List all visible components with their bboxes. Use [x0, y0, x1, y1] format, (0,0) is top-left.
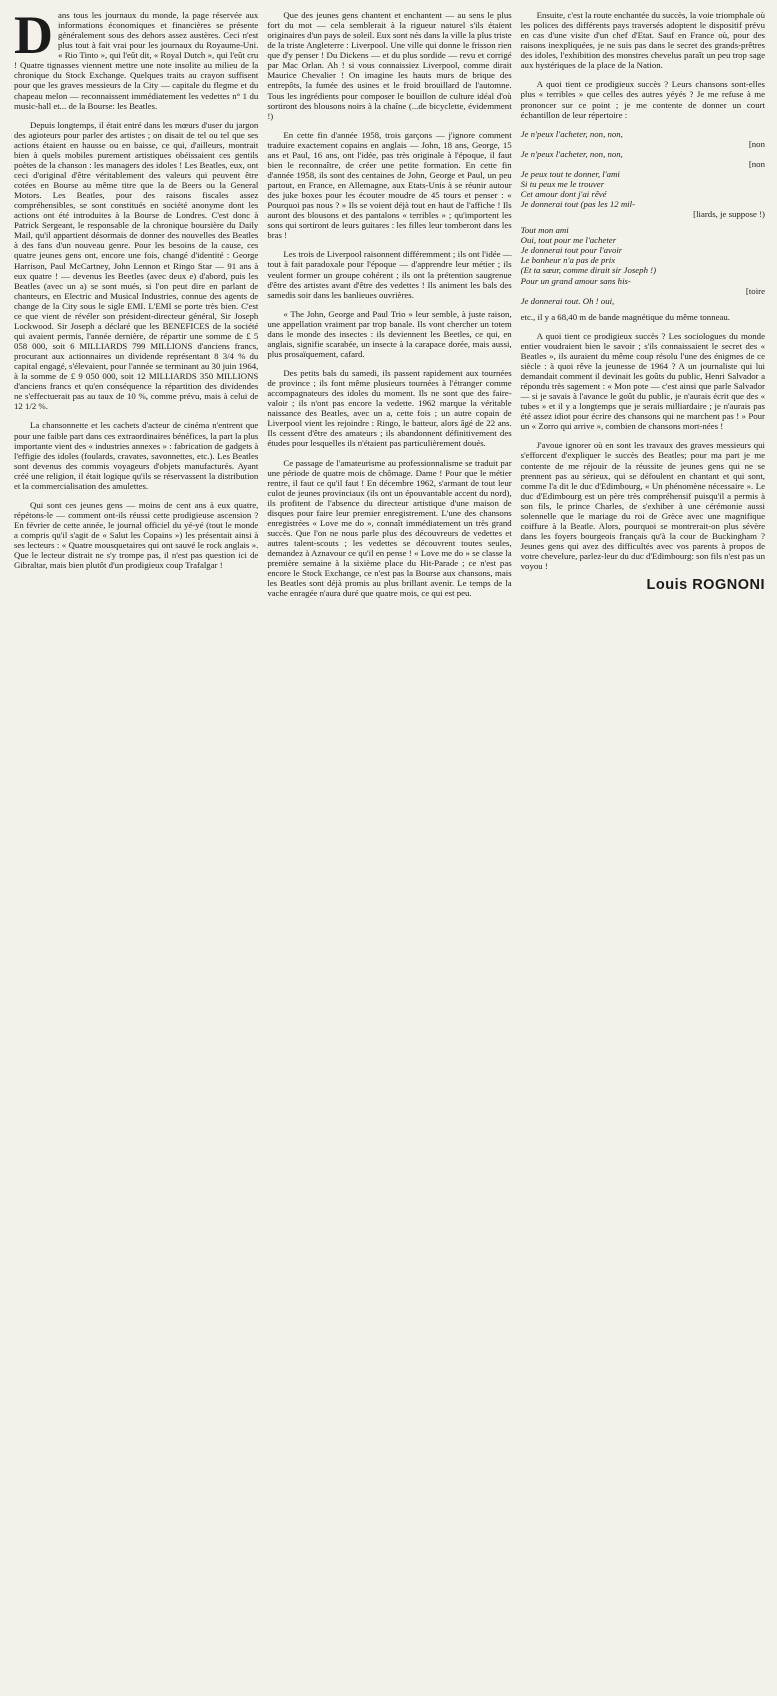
lyric-line: Je donnerai tout pour l'avoir: [520, 245, 623, 256]
lyric-line: Tout mon ami: [520, 225, 569, 236]
lyric-continuation: [toire: [745, 285, 765, 296]
article-paragraph: [14, 5, 259, 111]
song-lyrics: [521, 225, 765, 306]
article-paragraph: J'avoue ignorer où en sont les travaux des graves messieurs qui s'efforcent d'expliquer le succès des Beatles; pour ma part je me contente de me réjouir de la réussite de jeunes gens qui ne se prennent pas au sérieux, qui se défoulent en chantant et qui sont, comme l'a dit le duc d'Edimbourg, « Un phénomène nécessaire ». Le duc d'Edimbourg est un père très compréhensif puisqu'il a permis à son fils, le prince Charles, de s'exhiber à une cérémonie aussi solennelle que le mariage du roi de Grèce avec une magnifique coiffure à la Beatle. Alors, pourquoi se montrerait-on plus sévère dans les foyers bourgeois français qu'à la cour de Buckingham ? Jeunes gens qui avez des difficultés avec vos parents à propos de votre chevelure, parlez-leur du duc d'Edimbourg: son fils n'est pas un voyou !: [520, 440, 765, 572]
article-paragraph: La chansonnette et les cachets d'acteur de cinéma n'entrent que pour une faible part dans ces extraordinaires bénéfices, la part la plus importante vient des « industries annexes » : fabrication de gadgets à l'effigie des idoles (foulards, cravates, savonnettes, etc.). Les Beatles sont devenus des commis voyageurs d'objets manufacturés. Ayant créé une religion, il était logique qu'ils se réservassent la distribution et la commercialisation des amulettes.: [14, 420, 259, 491]
article-paragraph: En cette fin d'année 1958, trois garçons — j'ignore comment traduire exactement copains en anglais — John, 18 ans, George, 15 ans et Paul, 16 ans, ont l'idée, pas très originale à l'époque, il faut bien le reconnaître, de créer une petite formation. En cette fin d'année 1958, ils sont des centaines de John, George et Paul, un peu partout, en France, en Allemagne, aux Etats-Unis à se réunir autour des juke boxes pour les écouter moudre de 45 tours et penser : « Pourquoi pas nous ? » Ils se voient déjà tout en haut de l'affiche ! Ils auront des blousons et des pantalons « terribles » ; qu'importent les sons qui sortiront de leurs guitares : les filles leur tomberont dans les bras !: [267, 129, 512, 241]
lyric-line: Je n'peux l'acheter, non, non,: [520, 128, 623, 139]
lyric-line: Je n'peux l'acheter, non, non,: [520, 148, 623, 159]
article-paragraph: « The John, George and Paul Trio » leur semble, à juste raison, une appellation vraiment par trop banale. Ils vont chercher un totem dans le monde des insectes : ils deviennent les Beetles, ce qui, en anglais, signifie scarabée, un insecte à la carapace dorée, mais aussi, plus prosaïquement, cafard.: [267, 308, 512, 359]
lyric-line: Cet amour dont j'ai rêvé: [520, 189, 607, 199]
lyric-line: Je peux tout te donner, l'ami: [520, 168, 620, 179]
article-paragraph: A quoi tient ce prodigieux succès ? Leurs chansons sont-elles plus « terribles » que celles des autres yéyés ? Je me refuse à me prononcer sur ce point ; je me contente de donner un court échantillon de leur répertoire :: [520, 79, 765, 120]
article-paragraph: Ce passage de l'amateurisme au professionnalisme se traduit par une période de quatre mois de chômage. Dame ! Pour que le métier rentre, il faut ce qu'il faut ! En décembre 1962, s'armant de tout leur culot de jeunes provinciaux (ils ont un épouvantable accent du nord), ils profitent de l'absence du directeur artistique d'une maison de disques pour faire leur premier enregistrement. L'une des chansons enregistrées « Love me do », connaît immédiatement un très grand succès. Que l'on ne nous parle plus des découvreurs de vedettes et autres talent-scouts ; les vedettes se découvrent toutes seules, demandez à Aznavour ce qu'il en pense ! « Love me do » se classe la première semaine à la sixième place du Hit-Parade ; ce n'est pas encore le Stock Exchange, ce n'est pas la Bourse aux chansons, mais les Beatles sont déjà promis au plus brillant avenir. Le temps de la vache enragée n'aura duré que quatre mois, ce qui est peu.: [267, 457, 512, 599]
article-paragraph: Des petits bals du samedi, ils passent rapidement aux tournées de province ; ils font même plusieurs tournées à l'étranger comme accompagnateurs des idoles du moment. Ils ne sont que des faire-valoir ; ils n'ont pas encore la vedette. 1962 marque la véritable naissance des Beatles, avec un a, cette fois ; un autre copain de Liverpool vient les rejoindre : Ringo, le batteur, alors âgé de 22 ans. Ils cessent d'être des amateurs ; ils abandonnent définitivement des études pour lesquelles ils n'étaient pas particulièrement doués.: [267, 368, 512, 449]
lead-text: ans tous les journaux du monde, la page réservée aux informations économiques et financières se présente généralement sous des dehors assez austères. Ceci n'est plus tout à fait vrai pour les journaux du Royaume-Uni. « Rio Tinto », qui l'eût dit, « Royal Dutch », qui l'eût cru ! Quatre tignasses viennent mettre une note insolite au milieu de la chronique du Stock Exchange. Quelques traits au crayon suffisent pour que les graves messieurs de la City — capitale du flegme et du chapeau melon — reconnaissent immédiatement les vedettes n° 1 du music-hall et... de la Bourse: les Beatles.: [14, 10, 259, 111]
article-paragraph: Qui sont ces jeunes gens — moins de cent ans à eux quatre, répétons-le — comment ont-ils réussi cette prodigieuse ascension ? En février de cette année, le journal officiel du yé-yé (tout le monde a compris qu'il s'agit de « Salut les Copains ») les présentait ainsi à ses lecteurs : « Quatre mousquetaires qui ont sauvé le rock anglais ». Que le lecteur distrait ne s'y trompe pas, il n'est pas question ici de Gibraltar, mais bien plutôt d'un prodigieux coup Trafalgar !: [14, 499, 259, 571]
article-paragraph: Ensuite, c'est la route enchantée du succès, la voie triomphale où les polices des différents pays traversés adoptent le dispositif prévu en cas d'une visite d'un chef d'Etat. Sauf en France où, pour des raisons inexpliquées, je ne suis pas dans le secret des grands-prêtres des idoles, l'exhibition des monstres chevelus paraît un peu trop sage aux hystériques de la place de la Nation.: [520, 10, 765, 71]
lyric-continuation: [non: [748, 138, 765, 149]
article-paragraph: A quoi tient ce prodigieux succès ? Les sociologues du monde entier voudraient bien le savoir ; s'ils connaissaient le secret des « Beatles », ils auraient du même coup résolu l'une des énigmes de ce siècle : à quoi rêve la jeunesse de 1964 ? A un journaliste qui lui demandait comment il devinait les goûts du public, Henri Salvador a répondu très sagement : « Mon pote — c'est ainsi que parle Salvador — si je savais à l'avance le goût du public, je n'aurais écrit que des « tubes » et il y a longtemps que je serais milliardaire ; je n'aurais pas été assez idiot pour écrire des chansons qui ne marchent pas ! » Pour un « Zorro qui arrive », combien de chansons mort-nées !: [520, 330, 765, 432]
lyric-line: Je donnerai tout. Oh ! oui,: [520, 295, 615, 306]
lyric-line: Le bonheur n'a pas de prix: [520, 255, 616, 266]
lyric-line: Pour un grand amour sans his-: [520, 275, 631, 286]
lyric-line: Je donnerai tout (pas les 12 mil-: [520, 199, 635, 210]
column-3: [521, 10, 765, 1696]
article-columns: [14, 5, 765, 1696]
author-signature: Louis ROGNONI: [646, 577, 765, 594]
lyric-line: (Et ta sœur, comme dirait sir Joseph !): [520, 265, 657, 276]
article-paragraph: Depuis longtemps, il était entré dans les mœurs d'user du jargon des agioteurs pour parler des artistes ; on disait de tel ou tel que ses actions étaient en hausse ou en baisse, ce qui, d'ailleurs, montrait bien à quels mobiles purement artistiques obéissaient ces gentils poètes de la chanson : les managers des idoles ! Les Beatles, eux, ont ceci d'original d'être véritablement des valeurs qui peuvent être cotées en Bourse au même titre que la de Beers ou la General Motors. Les Beatles, pour des raisons fiscales assez compréhensibles, se sont constitués en société anonyme dont les actions ont été introduites à la Bourse de Londres. C'est donc à Patrick Sergeant, le responsable de la chronique boursière du Daily Mail, qu'il appartient désormais de donner des nouvelles des Beatles à des fans d'un nouveau genre. Pour les besoins de la cause, ces quatre jeunes gens ont, encore une fois, changé d'identité : George Harrison, Paul McCartney, John Lennon et Ringo Star — 91 ans à eux quatre ! — devenus les Beetles (avec deux e) d'abord, puis les Beatles (avec un a) se sont mués, si l'on peut dire en parlant de chanteurs, en Electric and Musical Industries, connue des agents de change de la City sous le sigle EMI. L'EMI se porte très bien. C'est ce que vient de révéler son président-directeur général, Sir Joseph Lockwood. Sir Joseph a déclaré que les BENEFICES de la société qui avaient permis, l'année dernière, de répartir une somme de £ 5 058 000, soit 6 MILLIARDS 799 MILLIONS d'anciens francs, procurant aux actionnaires un dividende représentant 8 3/4 % du capital engagé, s'élevaient, pour l'année se terminant au 30 juin 1964, à la somme de £ 9 050 000, soit 12 MILLIARDS 350 MILLIONS d'anciens francs et qu'en conséquence la répartition des dividendes ne s'effectuerait pas au taux de 10 %, comme prévu, mais à celui de 12 1/2 %.: [14, 119, 259, 412]
lyric-line: Oui, tout pour me l'acheter: [520, 235, 617, 246]
column-1: [14, 5, 259, 1696]
article-paragraph: Que des jeunes gens chantent et enchantent — au sens le plus fort du mot — cela semblerait à la rigueur naturel s'ils étaient originaires d'un pays de soleil. Eux sont nés dans la ville la plus triste de la triste Angleterre : Liverpool. Une ville qui donne le frisson rien que d'y penser ! Du Dickens — et du plus sordide — revu et corrigé par Mac Orlan. Ah ! si vous connaissiez Liverpool, comme dirait Maurice Chevalier ! On imagine les hauts murs de brique des entrepôts, la fumée des usines et le froid brouillard de l'automne. Tous les ingrédients pour composer le bouillon de culture idéal d'où sortiront des blousons noirs à la chaîne (...de bicyclette, évidemment !): [267, 10, 512, 121]
lyric-continuation: [non: [748, 158, 765, 169]
article-paragraph: etc., il y a 68,40 m de bande magnétique du même tonneau.: [520, 311, 731, 322]
lyric-continuation: [liards, je suppose !): [693, 209, 765, 220]
column-2: [267, 10, 511, 1696]
article-paragraph: Les trois de Liverpool raisonnent différemment ; ils ont l'idée — tout à fait paradoxale pour l'époque — d'apprendre leur métier ; ils veulent former un groupe cohérent ; ils ont la prétention saugrenue d'être des artistes avant d'être des vedettes ! Ils animent les bals des samedis soir dans les banlieues ouvrières.: [267, 249, 512, 300]
lyric-line: Si tu peux me le trouver: [520, 178, 605, 189]
drop-cap: D: [14, 5, 53, 65]
song-lyrics: [521, 129, 765, 220]
